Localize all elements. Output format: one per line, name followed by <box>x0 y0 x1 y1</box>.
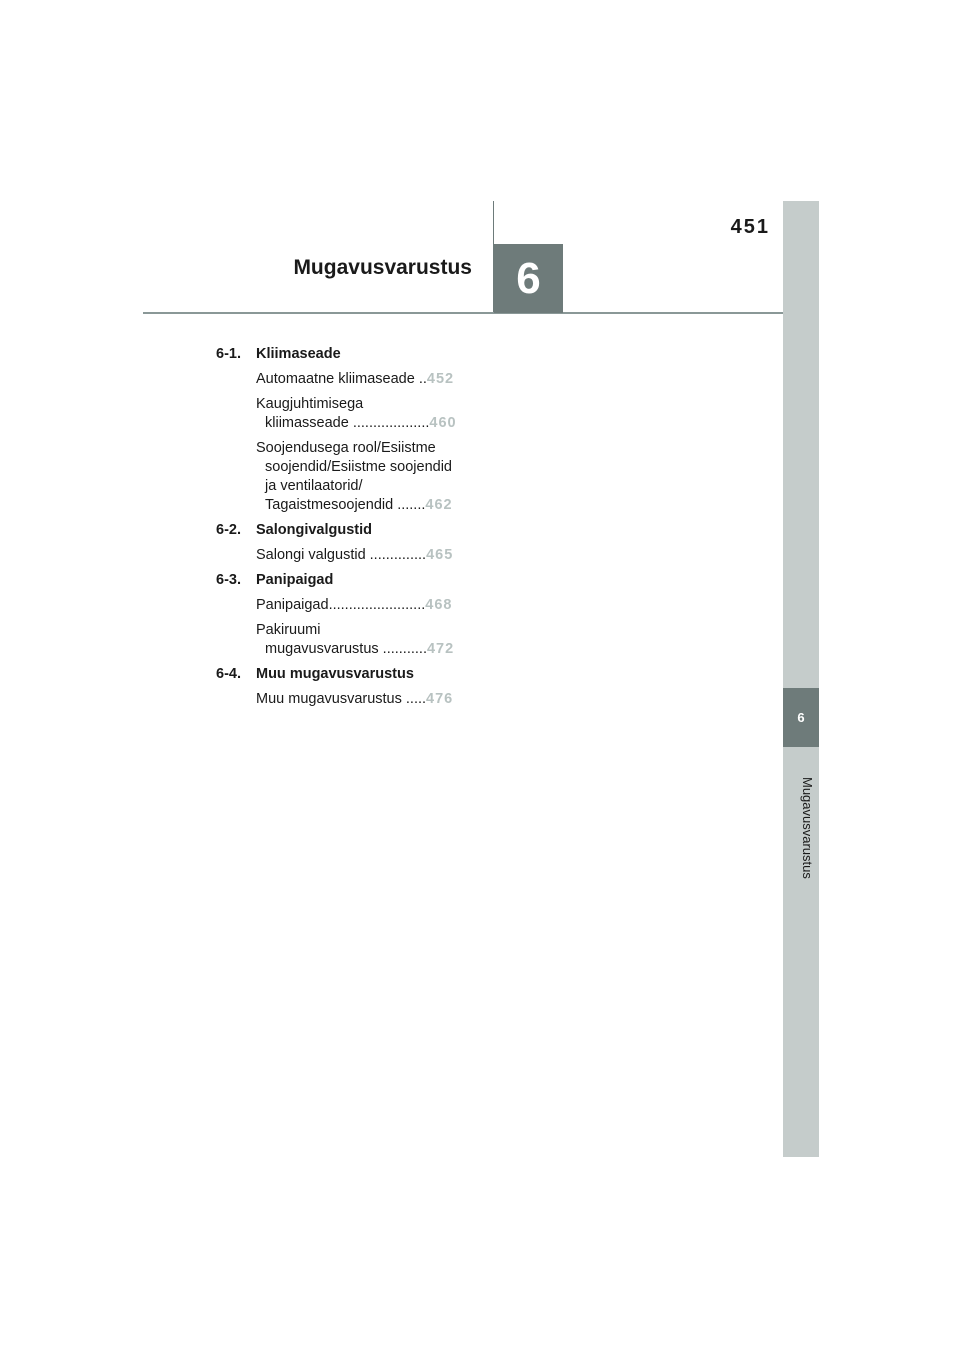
header-horizontal-rule <box>143 312 783 314</box>
toc-entry[interactable] <box>256 370 476 389</box>
toc-entry-page[interactable]: 465 <box>426 547 454 563</box>
toc-entry-text: Muu mugavusvarustus ..... <box>256 691 427 707</box>
toc-entry-text: Tagaistmesoojendid ....... <box>265 497 426 513</box>
toc-section-6-4 <box>216 665 476 684</box>
side-tab-chapter-marker: 6 <box>783 688 819 747</box>
toc-section-number: 6-1. <box>216 346 241 362</box>
toc-section-6-3 <box>216 571 476 590</box>
toc-entry[interactable] <box>256 596 476 615</box>
toc-entry-page[interactable]: 476 <box>426 691 454 707</box>
toc-section-number: 6-3. <box>216 572 241 588</box>
toc-entry-text: Pakiruumi <box>256 622 321 638</box>
toc-entry-text: Automaatne kliimaseade .. <box>256 371 427 387</box>
toc-entry[interactable] <box>256 546 476 565</box>
toc-entry-text: kliimasseade ................... <box>265 415 430 431</box>
toc-section-title: Salongivalgustid <box>256 522 373 538</box>
toc-section-title: Kliimaseade <box>256 346 341 362</box>
toc-entry-text: Panipaigad........................ <box>256 597 426 613</box>
toc-entry[interactable] <box>256 690 476 709</box>
toc-section-6-2 <box>216 521 476 540</box>
toc-entry-text: Soojendusega rool/Esiistme <box>256 440 436 456</box>
toc-entry-page[interactable]: 452 <box>426 371 455 387</box>
toc-section-title: Panipaigad <box>256 572 334 588</box>
toc-entry[interactable] <box>256 621 476 659</box>
toc-entry-page[interactable]: 460 <box>429 415 457 431</box>
toc-entry[interactable] <box>256 439 476 515</box>
toc-section-number: 6-4. <box>216 666 241 682</box>
page-number: 451 <box>730 216 770 238</box>
toc-entry-page[interactable]: 472 <box>426 641 455 657</box>
toc-entry-text: mugavusvarustus ........... <box>265 641 427 657</box>
toc-section-number: 6-2. <box>216 522 241 538</box>
toc-entry-text: ja ventilaatorid/ <box>265 478 363 494</box>
chapter-title: Mugavusvarustus <box>293 256 472 279</box>
chapter-number-box: 6 <box>494 244 563 313</box>
toc-section-6-1 <box>216 345 476 364</box>
toc-entry-text: soojendid/Esiistme soojendid <box>265 459 452 475</box>
toc-entry-text: Kaugjuhtimisega <box>256 396 364 412</box>
toc-entry-page[interactable]: 462 <box>425 497 453 513</box>
side-tab <box>783 201 819 1157</box>
side-tab-label: Mugavusvarustus <box>800 777 815 879</box>
toc-section-title: Muu mugavusvarustus <box>256 666 414 682</box>
toc-entry[interactable] <box>256 395 476 433</box>
table-of-contents <box>216 345 476 715</box>
toc-entry-page[interactable]: 468 <box>425 597 453 613</box>
toc-entry-text: Salongi valgustid .............. <box>256 547 427 563</box>
